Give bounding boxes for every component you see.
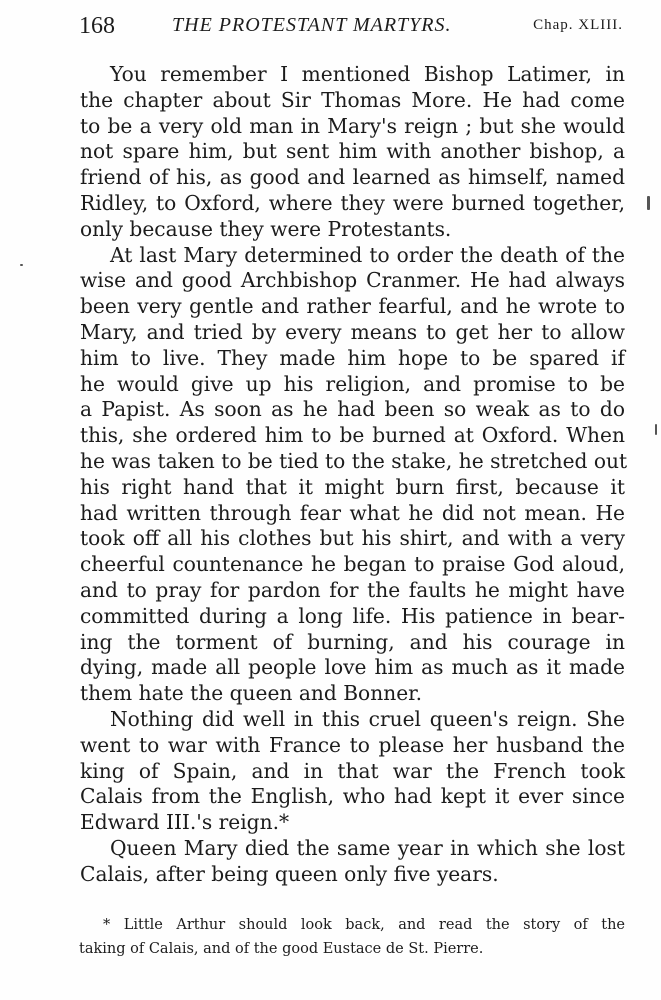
page-number: 168: [79, 13, 115, 39]
margin-mark: [655, 424, 657, 435]
text-line: went to war with France to please her husband the: [80, 732, 625, 757]
text-line: Calais, after being queen only five years.: [80, 861, 499, 886]
chapter-label: Chap. XLIII.: [533, 17, 623, 33]
text-line: had written through fear what he did not mean. He: [80, 500, 625, 525]
paragraph-latimer: [80, 62, 625, 243]
text-line: Calais from the English, who had kept it ever since: [80, 784, 625, 809]
text-line: he would give up his religion, and promise to be: [80, 371, 625, 396]
book-title: THE PROTESTANT MARTYRS.: [172, 14, 452, 36]
text-line: At last Mary determined to order the death of the: [110, 242, 625, 267]
text-line: Nothing did well in this cruel queen's reign. She: [110, 706, 625, 731]
footnote-line: * Little Arthur should look back, and read the story of the: [103, 917, 625, 933]
paragraph-war-with-france: [80, 707, 625, 836]
text-line: this, she ordered him to be burned at Oxford. When: [80, 423, 625, 448]
text-line: Ridley, to Oxford, where they were burned together,: [80, 190, 625, 215]
running-head: [79, 13, 623, 43]
footnote: [79, 913, 625, 961]
text-line: him to live. They made him hope to be spared if: [80, 345, 625, 370]
margin-mark: [20, 264, 23, 266]
text-line: the chapter about Sir Thomas More. He had come: [80, 87, 625, 112]
text-line: he was taken to be tied to the stake, he stretched out: [80, 448, 628, 473]
text-line: friend of his, as good and learned as himself, named: [80, 165, 625, 190]
text-line: Mary, and tried by every means to get her to allow: [80, 319, 625, 344]
paragraph-cranmer: [80, 242, 628, 707]
text-line: cheerful countenance he began to praise God aloud,: [80, 552, 625, 577]
margin-mark: [647, 196, 650, 210]
text-line: You remember I mentioned Bishop Latimer, in: [110, 62, 625, 86]
footnote-line: taking of Calais, and of the good Eustace de St. Pierre.: [79, 941, 484, 957]
text-line: dying, made all people love him as much as it made: [80, 655, 625, 680]
text-line: been very gentle and rather fearful, and he wrote to: [80, 294, 625, 319]
body-text: [80, 62, 628, 888]
text-line: Edward III.'s reign.*: [80, 810, 290, 835]
text-line: his right hand that it might burn first, because it: [80, 474, 625, 499]
text-line: ing the torment of burning, and his courage in: [80, 629, 625, 654]
text-line: a Papist. As soon as he had been so weak as to do: [80, 397, 625, 422]
text-line: committed during a long life. His patience in bear-: [80, 603, 625, 628]
text-line: to be a very old man in Mary's reign ; but she would: [80, 113, 625, 138]
text-line: king of Spain, and in that war the French took: [80, 758, 625, 783]
text-line: not spare him, but sent him with another bishop, a: [80, 139, 625, 164]
text-line: them hate the queen and Bonner.: [80, 681, 423, 706]
text-line: wise and good Archbishop Cranmer. He had always: [80, 268, 625, 293]
paragraph-mary-died: [80, 836, 625, 888]
text-line: took off all his clothes but his shirt, and with a very: [80, 526, 625, 551]
text-line: and to pray for pardon for the faults he might have: [80, 577, 625, 602]
text-line: Queen Mary died the same year in which she lost: [110, 835, 625, 860]
text-line: only because they were Protestants.: [80, 216, 452, 241]
